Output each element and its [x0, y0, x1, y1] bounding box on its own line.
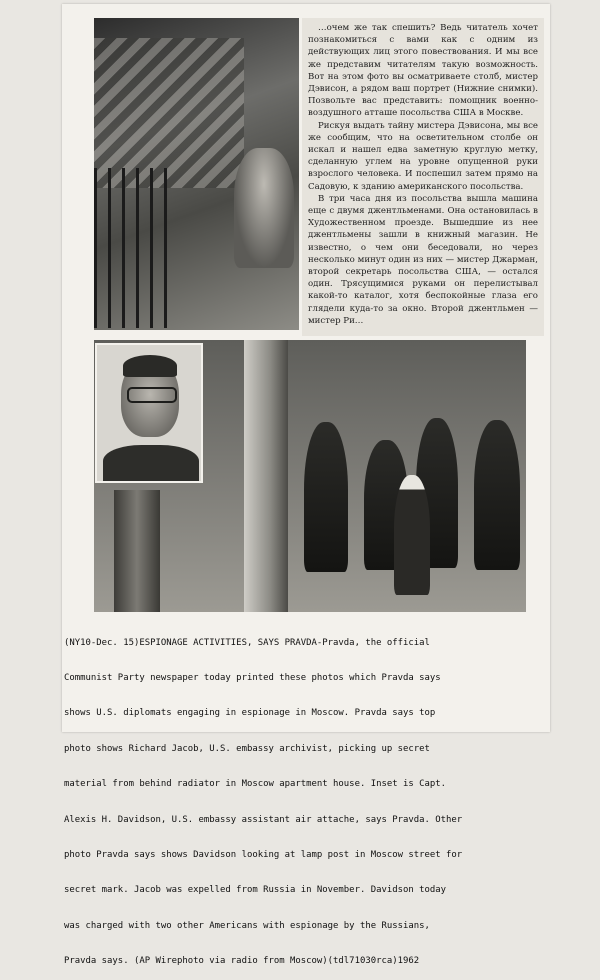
top-left-photo-staircase — [94, 18, 299, 330]
lamp-post — [244, 340, 288, 612]
caption-line: Alexis H. Davidson, U.S. embassy assistant air attache, says Pravda. Other — [64, 814, 463, 825]
caption-line: material from behind radiator in Moscow apartment house. Inset is Capt. — [64, 779, 447, 790]
portrait-suit — [103, 445, 199, 483]
man-by-post — [304, 422, 348, 572]
railing — [94, 168, 174, 328]
inset-portrait — [95, 343, 203, 483]
portrait-hair — [123, 355, 177, 377]
caption-line: secret mark. Jacob was expelled from Russia in November. Davidson today — [64, 885, 447, 896]
caption-line: Pravda says. (AP Wirephoto via radio from Moscow)(tdl71030rca)1962 — [64, 956, 420, 967]
caption-line: photo Pravda says shows Davidson looking at lamp post in Moscow street for — [64, 849, 463, 860]
portrait-glasses — [127, 387, 177, 403]
article-paragraph: …очем же так спешить? Ведь читатель хочет познакомиться с вами как с одним из действующих лиц этого повествования. И мы все же представим читателям такую возможность. Вот на этом фото вы осматриваете столб, мистер Дэвисон, а рядом ваш портрет (Нижние снимки). Позвольте вас представить: помощник военно-воздушного атташе посольства США в Москве. — [308, 23, 538, 119]
pedestrian-in-coat — [474, 420, 520, 570]
russian-article-text — [302, 18, 544, 336]
article-paragraph: Рискуя выдать тайну мистера Дэвисона, мы все же сообщим, что на осветительном столбе он искал и нашел едва заметную круглую метку, сделанную углем на уровне опущенной руки взрослого человека. И поспешил затем прямо на Садовую, к зданию американского посольства. — [308, 120, 538, 192]
caption-line: was charged with two other Americans with espionage by the Russians, — [64, 920, 430, 931]
caption-line: shows U.S. diplomats engaging in espionage in Moscow. Pravda says top — [64, 708, 436, 719]
bending-figure — [234, 148, 294, 268]
woman-in-white-hat — [394, 475, 430, 595]
wirephoto-caption — [64, 614, 548, 980]
tree-trunk — [114, 490, 160, 612]
staircase — [94, 38, 244, 188]
article-paragraph: В три часа дня из посольства вышла машина еще с двумя джентльменами. Она остановилась в Художественном проезде. Вышедшие из нее джентльмены зашли в книжный магазин. Не известно, о чем они беседовали, но через несколько минут один из них — мистер Джарман, второй секретарь посольства США, — остался один. Трясущимися руками он перелистывал какой-то каталог, хотя беспокойные глаза его глядели куда-то за окно. Второй джентльмен — мистер Ри… — [308, 193, 538, 326]
caption-line: Communist Party newspaper today printed these photos which Pravda says — [64, 672, 441, 683]
caption-line: photo shows Richard Jacob, U.S. embassy archivist, picking up secret — [64, 743, 430, 754]
caption-line: (NY10-Dec. 15)ESPIONAGE ACTIVITIES, SAYS PRAVDA-Pravda, the official — [64, 637, 430, 648]
